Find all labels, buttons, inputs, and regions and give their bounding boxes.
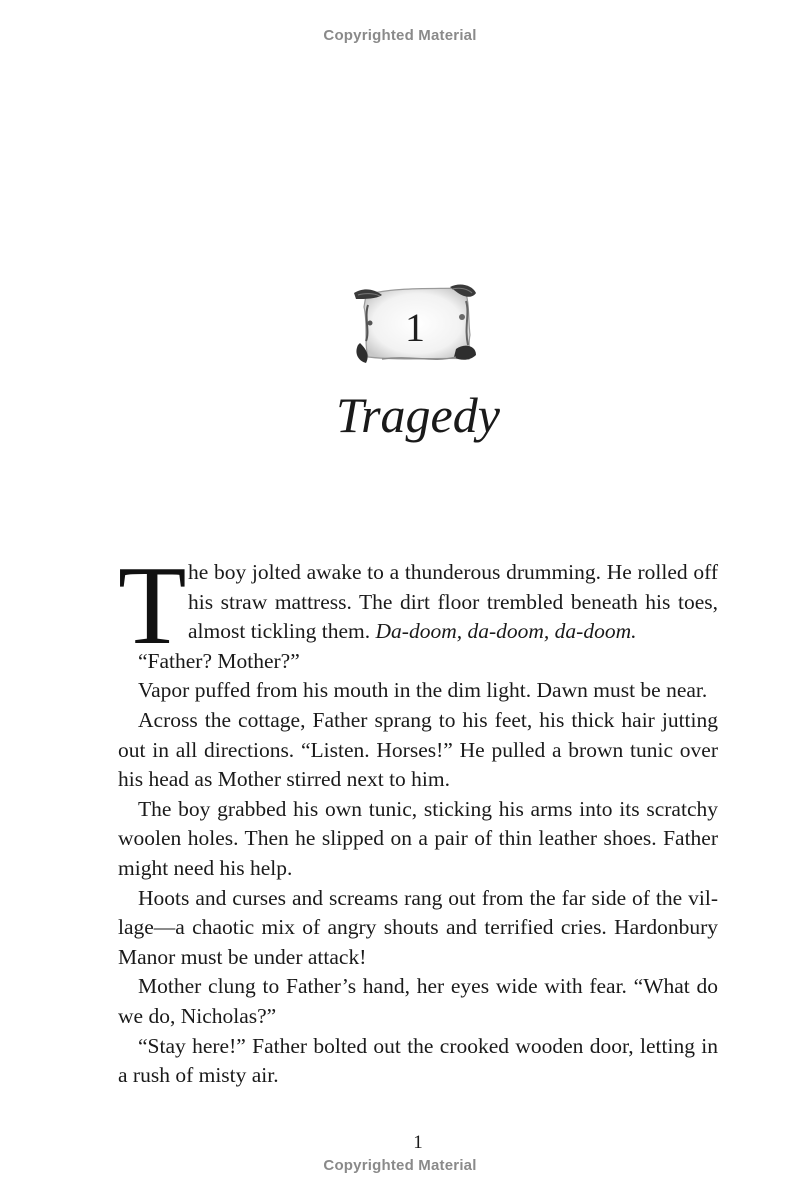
first-paragraph-line-3 [188,617,718,647]
chapter-number: 1 [405,304,425,350]
drop-cap: T [118,544,187,668]
line-3-text: almost tickling them. [188,619,376,644]
copyright-watermark-bottom: Copyrighted Material [323,1157,477,1174]
chapter-title: Tragedy [336,387,500,443]
copyright-watermark-top: Copyrighted Material [323,27,477,44]
paragraph: Hoots and curses and screams rang out from the far side of the village—a chaotic mix of angry shouts and terrified cries. Hardonbury Manor must be under attack! [118,885,718,969]
paragraph: “Father? Mother?” [138,648,300,673]
page-number: 1 [413,1132,423,1153]
paragraph: Vapor puffed from his mouth in the dim light. Dawn must be near. [138,678,708,703]
paragraph: Mother clung to Father’s hand, her eyes wide with fear. “What do we do, Nicholas?” [118,974,718,1028]
first-paragraph-line-2: his straw mattress. The dirt floor trembled beneath his toes, [188,589,718,614]
chapter-body [118,544,718,1091]
chapter-number-badge [352,283,478,365]
line-3-italic-text: Da-doom, da-doom, da-doom. [375,619,637,644]
paragraph: “Stay here!” Father bolted out the crooked wooden door, letting in a rush of misty air. [118,1033,718,1088]
paragraph: The boy grabbed his own tunic, sticking his arms into its scratchy woolen holes. Then he slipped on a pair of thin leather shoes. Father might need his help. [118,796,718,880]
paragraph: Across the cottage, Father sprang to his feet, his thick hair jutting out in all directions. “Listen. Horses!” He pulled a brown tunic over his head as Mother stirred next to him. [118,707,718,792]
first-paragraph-line-1: he boy jolted awake to a thunderous drumming. He rolled off [188,560,718,584]
